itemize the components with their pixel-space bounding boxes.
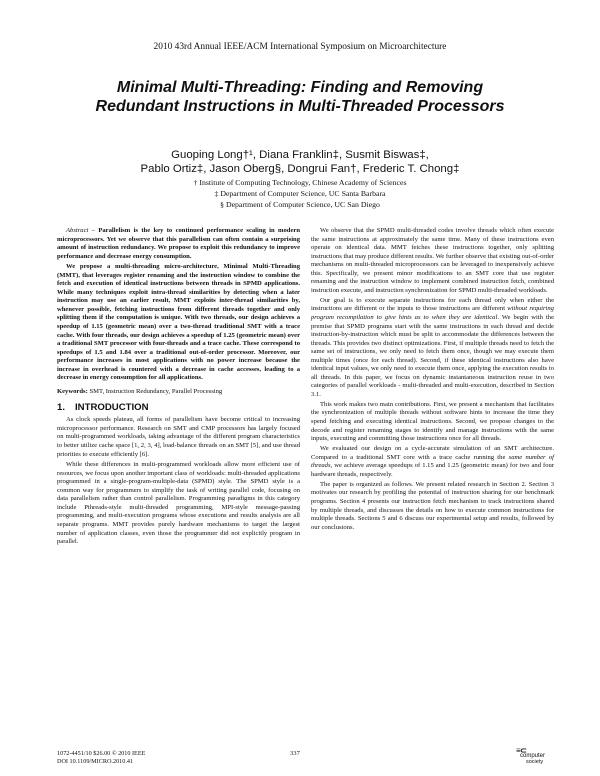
body-paragraph-2 xyxy=(311,297,554,400)
body-paragraph-4-b: , we achieve average speedups of 1.15 and 1.25 (geometric mean) for two and four hardware threads, respectively. xyxy=(311,462,554,478)
affiliations xyxy=(60,177,540,210)
abstract-paragraph-1 xyxy=(57,227,300,261)
footer-line-1: 1072-4451/10 $26.00 © 2010 IEEE xyxy=(57,750,146,757)
body-paragraph-5: The paper is organized as follows. We present related research in Section 2. Section 3 motivates our research by profiling the potential of instruction sharing for our benchmark programs. Section 4 presents our instruction fetch mechanism to track instructions shared by multiple threads, and discusses the details on how to execute common instructions for multiple threads. Sections 5 and 6 discuss our experimental setup and results, followed by our conclusions. xyxy=(311,480,554,531)
abstract-label: Abstract – xyxy=(66,227,95,234)
intro-paragraph-2: While these differences in multi-programmed workloads allow more efficient use of resources, we focus upon another important class of workloads: multi-threaded applications programmed in a single-program-multiple-data (SPMD) style. The SPMD style is a common way for programmers to simplify the task of writing parallel code, focusing on data parallelism rather than control parallelism. Programming paradigms in this category include Pthreads-style multi-threaded programming, MPI-style message-passing programming, and multi-execution programs whose executions and results analysis are all separate programs. MMT provides purely hardware mechanisms to target the largest number of application classes, even those the programmer did not explicitly program in parallel. xyxy=(57,461,300,546)
body-paragraph-4 xyxy=(311,445,554,479)
page-number: 337 xyxy=(290,750,300,757)
keywords-text: SMT, Instruction Redundancy, Parallel Processing xyxy=(89,387,223,395)
body-paragraph-2-b: . We begin with the premise that SPMD programs start with the same instructions in each thread and decide instruction-by-instruction which must be split to accommodate the differences between the threads. This provides two distinct optimizations. First, if multiple threads need to fetch the same set of instructions, we only need to fetch them once, though we may execute them multiple times (once for each thread). Second, if these identical instructions also have identical input values, we only need to execute them once, applying the execution results to all threads. In this paper, we focus on dynamic instantaneous instruction reuse in two categories of parallel workloads - multi-threaded and multi-execution, described in Section 3.1. xyxy=(311,313,555,398)
footer-copyright xyxy=(57,750,145,766)
keywords-label: Keywords: xyxy=(57,387,88,395)
title-line-1: Minimal Multi-Threading: Finding and Removing xyxy=(116,79,484,96)
title-line-2: Redundant Instructions in Multi-Threaded Processors xyxy=(95,98,505,115)
logo-mark-icon: ≡⊂ xyxy=(516,746,527,755)
body-paragraph-3: This work makes two main contributions. First, we present a mechanism that facilitates the synchronization of multiple threads without software hints to increase the time they spend fetching and executing identical instructions. Second, we propose changes to the decode and register renaming stages to identify and manage instructions with the same inputs, executing and committing those instructions once for all threads. xyxy=(311,400,554,443)
keywords xyxy=(57,388,300,397)
body-paragraph-4-emphasis: same number of threads xyxy=(311,453,554,470)
body-paragraph-2-a: Our goal is to execute separate instructions for each thread only when either the instructions are different or the inputs to those instructions are different xyxy=(311,296,554,313)
abstract-paragraph-2: We propose a multi-threading micro-architecture, Minimal Multi-Threading (MMT), that leverages register renaming and the instruction window to combine the fetch and execution of identical instructions between threads in SPMD applications. While many techniques exploit intra-thread similarities by detecting when a later instruction may use an earlier result, MMT exploits inter-thread similarities by, whenever possible, fetching instructions from different threads together and only splitting them if the computation is unique. With two threads, our design achieves a speedup of 1.15 (geometric mean) over a two-thread traditional SMT with a trace cache. With four threads, our design achieves a speedup of 1.25 (geometric mean) over a traditional SMT processor with four-threads and a trace cache. These correspond to speedups of 1.5 and 1.84 over a traditional out-of-order processor. Moreover, our performance increases in most applications with no power increase because the increase in overhead is countered with a decrease in cache accesses, leading to a decrease in energy consumption for all applications. xyxy=(57,263,300,382)
logo-text-computer: computer xyxy=(520,753,546,759)
authors-line-2: Pablo Ortiz‡, Jason Oberg§, Dongrui Fan†, Frederic T. Chong‡ xyxy=(140,163,460,175)
paper-title xyxy=(60,78,540,116)
section-heading-introduction xyxy=(57,402,300,413)
body-paragraph-1: We observe that the SPMD multi-threaded codes involve threads which often execute the same instructions at approximately the same time. Many of these instructions even operate on identical data. MMT fetches these instructions together, only splitting instructions that may produce different results. We further observe that existing out-of-order mechanisms on multi-threaded microprocessors can be leveraged to inexpensively achieve this. Specifically, we present minor modifications to an SMT core that use register renaming and the instruction window to implement combined instruction fetch, combined instruction execute, and instruction synchronization for SPMD multi-threaded workloads. xyxy=(311,227,554,294)
authors-line-1: Guoping Long†¹, Diana Franklin‡, Susmit Biswas‡, xyxy=(171,149,429,161)
footer-line-2: DOI 10.1109/MICRO.2010.41 xyxy=(57,758,134,765)
conference-header: 2010 43rd Annual IEEE/ACM International Symposium on Microarchitecture xyxy=(153,42,447,52)
computer-society-logo xyxy=(506,746,548,766)
left-column xyxy=(57,227,300,547)
author-list xyxy=(60,148,540,176)
body-paragraph-4-a: We evaluated our design on a cycle-accurate simulation of an SMT architecture. Compared to a traditional SMT core with a trace cache running the xyxy=(311,445,554,461)
section-title: INTRODUCTION xyxy=(75,402,149,414)
affiliation-ucsb: ‡ Department of Computer Science, UC Santa Barbara xyxy=(214,189,386,198)
right-column xyxy=(311,227,554,532)
section-number: 1. xyxy=(57,402,66,414)
affiliation-ict: † Institute of Computing Technology, Chinese Academy of Sciences xyxy=(193,178,407,187)
logo-text-society: society xyxy=(526,759,544,765)
abstract-text-1: Parallelism is the key to continued performance scaling in modern microprocessors. Yet we observe that this parallelism can often contain a surprising amount of instruction redundancy. We propose to exploit this redundancy to improve performance and decrease energy consumption. xyxy=(57,227,300,260)
affiliation-ucsd: § Department of Computer Science, UC San Diego xyxy=(220,200,380,209)
intro-paragraph-1: As clock speeds plateau, all forms of parallelism have become critical to increasing microprocessor performance. Research on SMT and CMP processors has largely focused on multi-programmed workloads, taking advantage of the different program characteristics to better utilize cache space [1, 2, 3, 4], load-balance threads on an SMT [5], and use thread priorities to execute efficiently [6]. xyxy=(57,416,300,458)
body-paragraph-2-emphasis: without requiring program recompilation to give hints as to when they are identical xyxy=(311,305,554,321)
